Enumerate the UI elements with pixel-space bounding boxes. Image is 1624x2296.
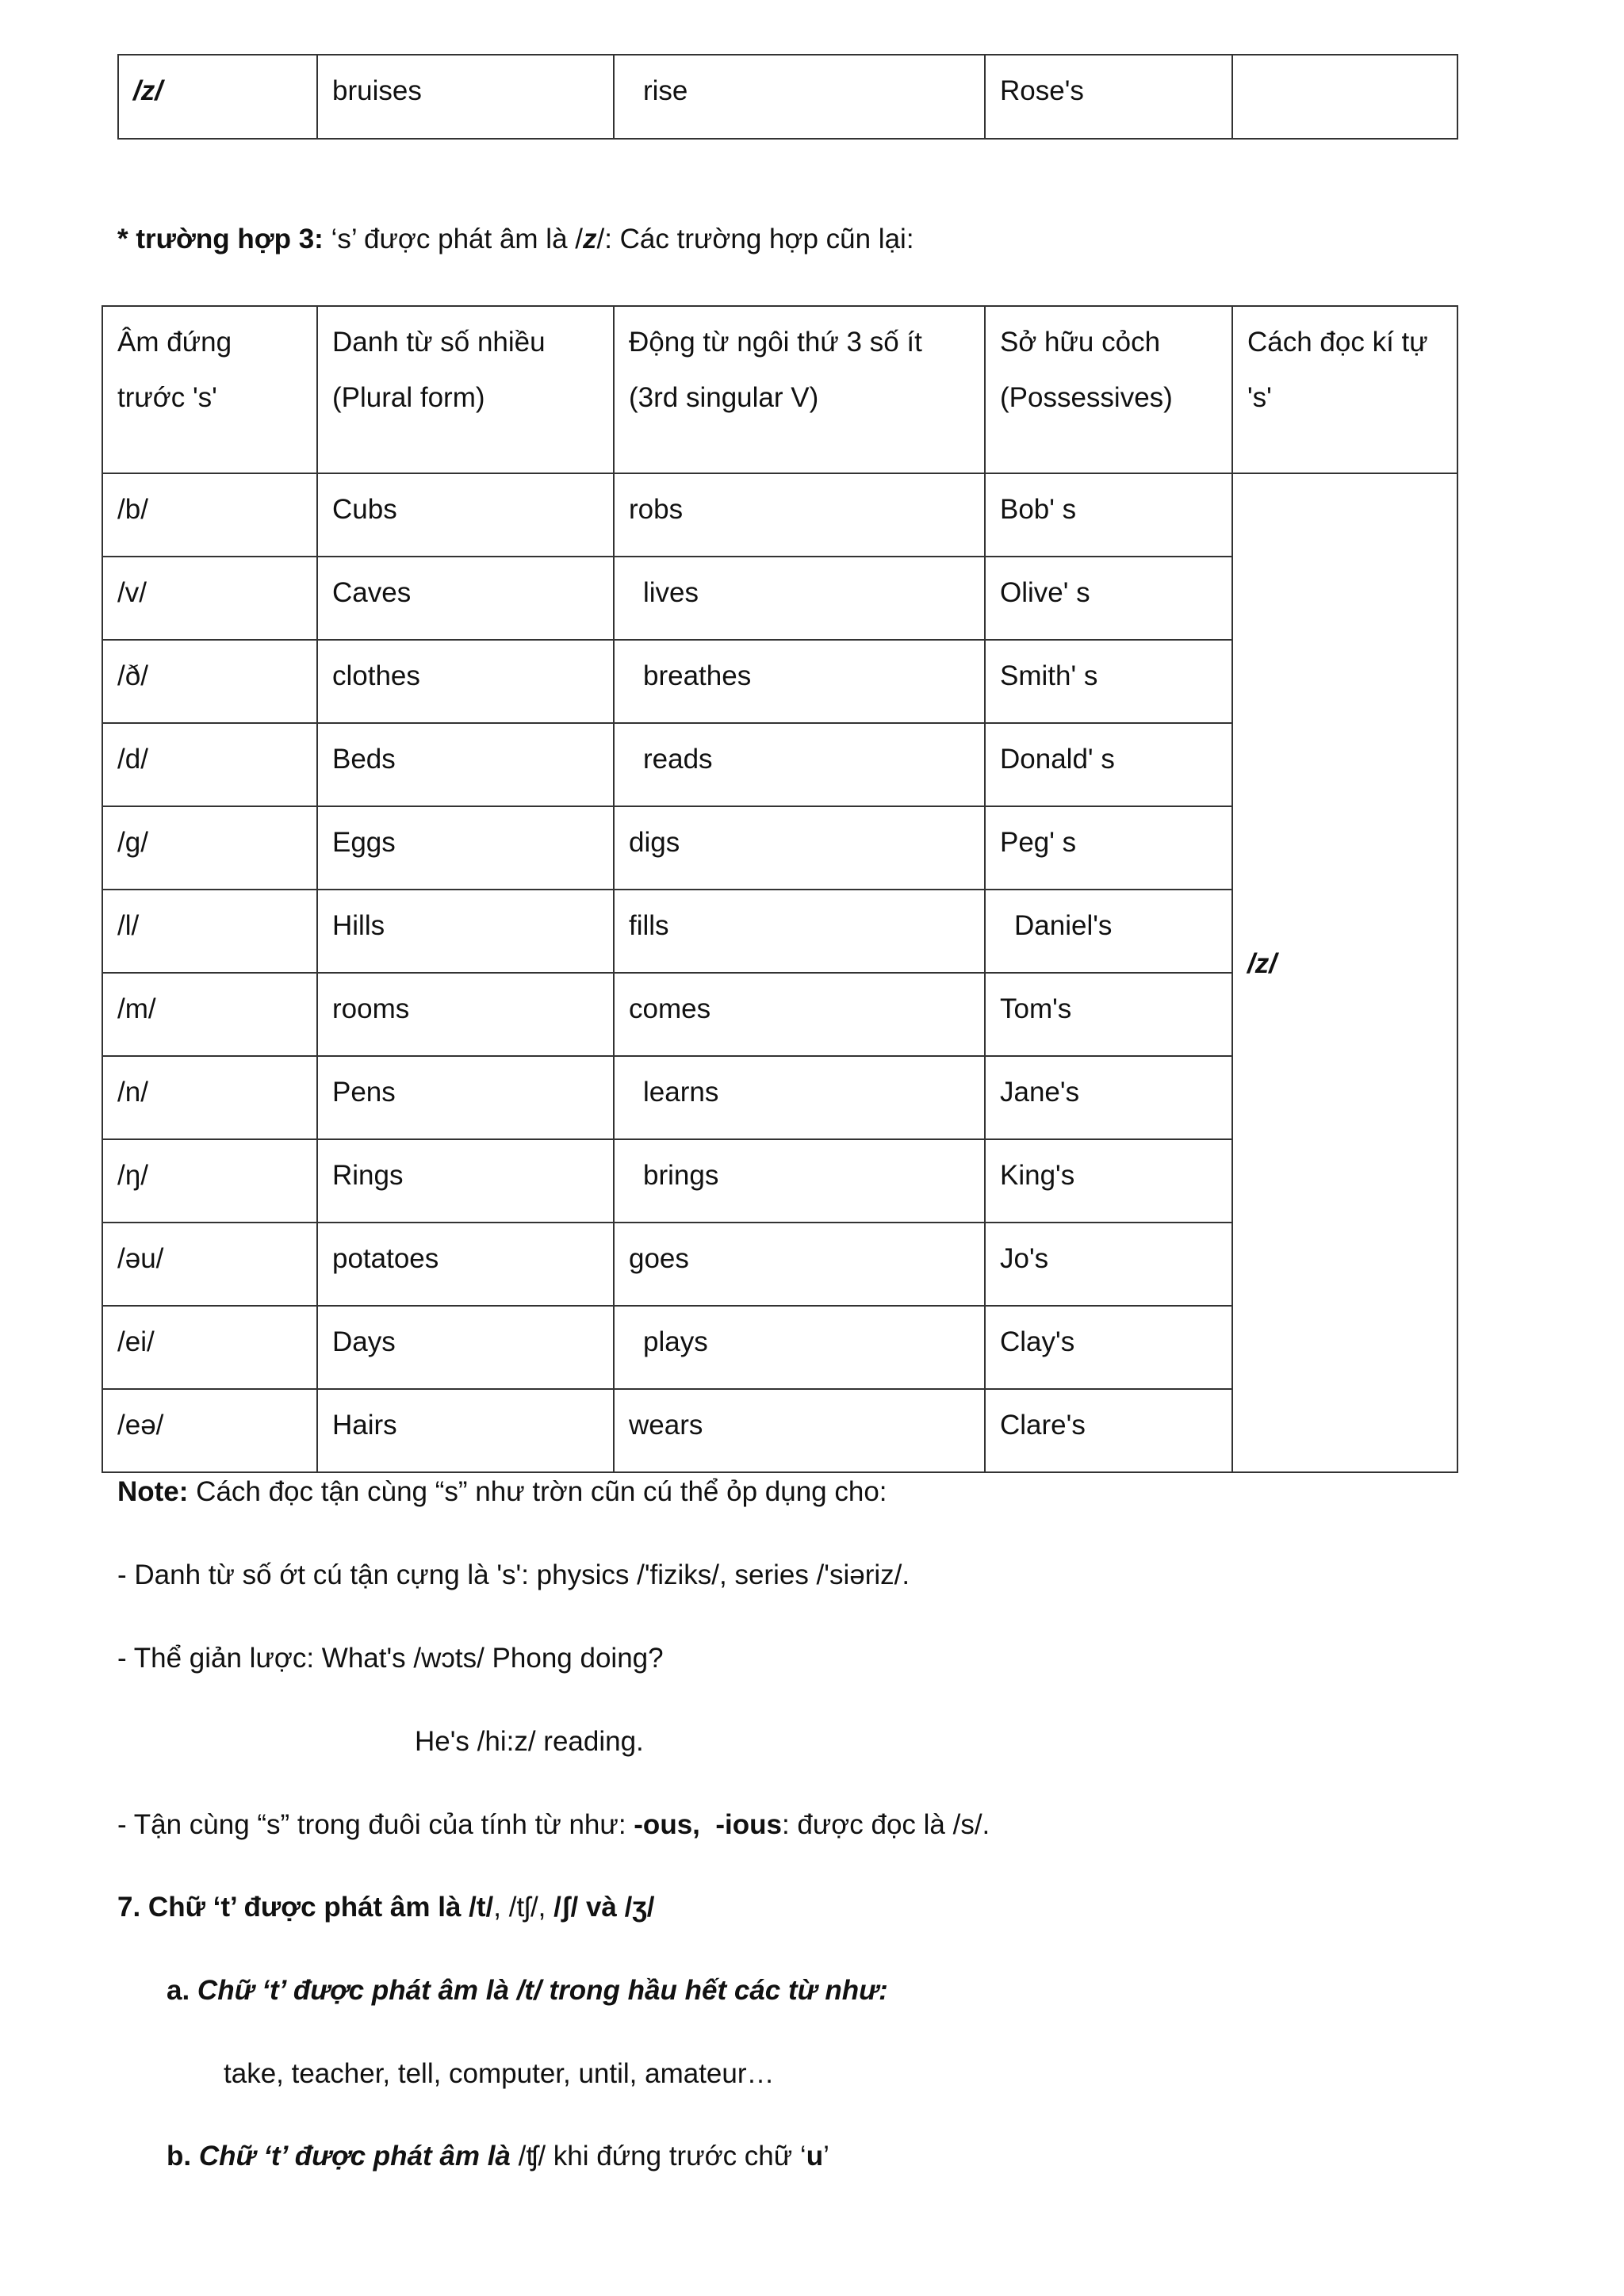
cell-verb: goes — [614, 1223, 985, 1306]
cell-possessive: Donald' s — [985, 723, 1232, 806]
cell-plural: rooms — [317, 973, 614, 1056]
cell-plural: clothes — [317, 640, 614, 723]
bullet3-pre: - Tận cùng “s” trong đuôi của tính từ như: — [117, 1809, 634, 1840]
sub-a-title: Chữ ‘t’ được phát âm là /t/ trong hầu hết các từ như: — [197, 1975, 888, 2006]
cell-possessive: Tom's — [985, 973, 1232, 1056]
top-cell-possessive: Rose's — [985, 55, 1232, 139]
case3-text-b: /: Các trường hợp cũn lại: — [596, 224, 914, 254]
cell-plural: Caves — [317, 557, 614, 640]
top-cell-plural: bruises — [317, 55, 614, 139]
top-cell-sound: /z/ — [118, 55, 317, 139]
cell-verb: comes — [614, 973, 985, 1056]
cell-plural: Eggs — [317, 806, 614, 890]
bullet-singular-nouns: - Danh từ số ớt cú tận cựng là 's': physics /'fiziks/, series /'siəriz/. — [117, 1559, 910, 1590]
cell-verb: plays — [614, 1306, 985, 1389]
top-cell-reading — [1232, 55, 1457, 139]
cell-plural: potatoes — [317, 1223, 614, 1306]
cell-plural: Hairs — [317, 1389, 614, 1472]
sub-b-u: u — [806, 2141, 824, 2172]
section7-c: /ʃ/ và /ʒ/ — [553, 1892, 655, 1923]
cell-sound: /ŋ/ — [102, 1139, 317, 1223]
cell-sound: /ei/ — [102, 1306, 317, 1389]
sub-b-text-b: ’ — [823, 2141, 829, 2172]
header-plural: Danh từ số nhiều (Plural form) — [317, 306, 614, 473]
cell-possessive: Clay's — [985, 1306, 1232, 1389]
bullet-contractions: - Thể giản lược: What's /wɔts/ Phong doing? — [117, 1643, 664, 1674]
top-cell-verb: rise — [614, 55, 985, 139]
note-label: Note: — [117, 1476, 189, 1507]
cell-possessive: Bob' s — [985, 473, 1232, 557]
case3-heading — [117, 222, 914, 257]
note-text: Cách đọc tận cùng “s” như trờn cũn cú thể ỏp dụng cho: — [188, 1476, 887, 1507]
subsection-a-heading — [167, 1973, 888, 2008]
cell-sound: /əu/ — [102, 1223, 317, 1306]
cell-sound: /b/ — [102, 473, 317, 557]
cell-verb: robs — [614, 473, 985, 557]
suffix-ious: -ious — [715, 1809, 782, 1840]
subsection-b-heading — [167, 2139, 829, 2174]
suffix-ous: -ous, — [634, 1809, 700, 1840]
cell-sound: /d/ — [102, 723, 317, 806]
cell-possessive: Clare's — [985, 1389, 1232, 1472]
cell-verb: reads — [614, 723, 985, 806]
bullet3-post: : được đọc là /s/. — [781, 1809, 990, 1840]
cell-verb: lives — [614, 557, 985, 640]
cell-plural: Days — [317, 1306, 614, 1389]
cell-possessive: Olive' s — [985, 557, 1232, 640]
cell-verb: breathes — [614, 640, 985, 723]
header-verb: Động từ ngôi thứ 3 số ít (3rd singular V) — [614, 306, 985, 473]
sub-b-text-a: /ʧ/ khi đứng trước chữ ‘ — [510, 2141, 806, 2172]
note-line — [117, 1475, 887, 1510]
cell-verb: learns — [614, 1056, 985, 1139]
case3-label: * trường hợp 3: — [117, 224, 324, 254]
cell-possessive: Jane's — [985, 1056, 1232, 1139]
cell-sound: /v/ — [102, 557, 317, 640]
cell-verb: fills — [614, 890, 985, 973]
cell-plural: Hills — [317, 890, 614, 973]
cell-verb: brings — [614, 1139, 985, 1223]
cell-sound: /g/ — [102, 806, 317, 890]
cell-sound: /n/ — [102, 1056, 317, 1139]
top-table — [117, 54, 1458, 140]
header-row — [102, 306, 1457, 473]
table-body — [102, 473, 1457, 1472]
sub-b-prefix: b. — [167, 2141, 199, 2172]
sub-a-prefix: a. — [167, 1975, 197, 2006]
cell-plural: Cubs — [317, 473, 614, 557]
table-row — [102, 473, 1457, 557]
header-possessive: Sở hữu cỏch (Possessives) — [985, 306, 1232, 473]
section-7-heading — [117, 1890, 654, 1925]
sub-b-title: Chữ ‘t’ được phát âm là — [198, 2141, 511, 2172]
pronunciation-table — [102, 305, 1458, 1473]
case3-z: z — [582, 224, 597, 254]
cell-verb: wears — [614, 1389, 985, 1472]
cell-possessive: Smith' s — [985, 640, 1232, 723]
cell-possessive: Peg' s — [985, 806, 1232, 890]
cell-sound: /eə/ — [102, 1389, 317, 1472]
header-reading: Cách đọc kí tự 's' — [1232, 306, 1457, 473]
cell-possessive: Daniel's — [985, 890, 1232, 973]
cell-plural: Pens — [317, 1056, 614, 1139]
cell-plural: Beds — [317, 723, 614, 806]
cell-plural: Rings — [317, 1139, 614, 1223]
case3-text-a: ‘s’ được phát âm là / — [323, 224, 583, 254]
section7-a: 7. Chữ ‘t’ được phát âm là /t/ — [117, 1892, 494, 1923]
bullet-contraction-example: He's /hi:z/ reading. — [415, 1726, 644, 1757]
bullet-adjective-suffix — [117, 1808, 990, 1843]
cell-sound: /ð/ — [102, 640, 317, 723]
cell-possessive: Jo's — [985, 1223, 1232, 1306]
cell-possessive: King's — [985, 1139, 1232, 1223]
bullet3-sep — [700, 1809, 715, 1840]
subsection-a-examples: take, teacher, tell, computer, until, amateur… — [224, 2058, 775, 2089]
header-sound: Âm đứng trước 's' — [102, 306, 317, 473]
cell-sound: /l/ — [102, 890, 317, 973]
cell-verb: digs — [614, 806, 985, 890]
section7-b: , /tʃ/, — [493, 1892, 554, 1923]
cell-sound: /m/ — [102, 973, 317, 1056]
cell-reading-merged: /z/ — [1232, 473, 1457, 1472]
